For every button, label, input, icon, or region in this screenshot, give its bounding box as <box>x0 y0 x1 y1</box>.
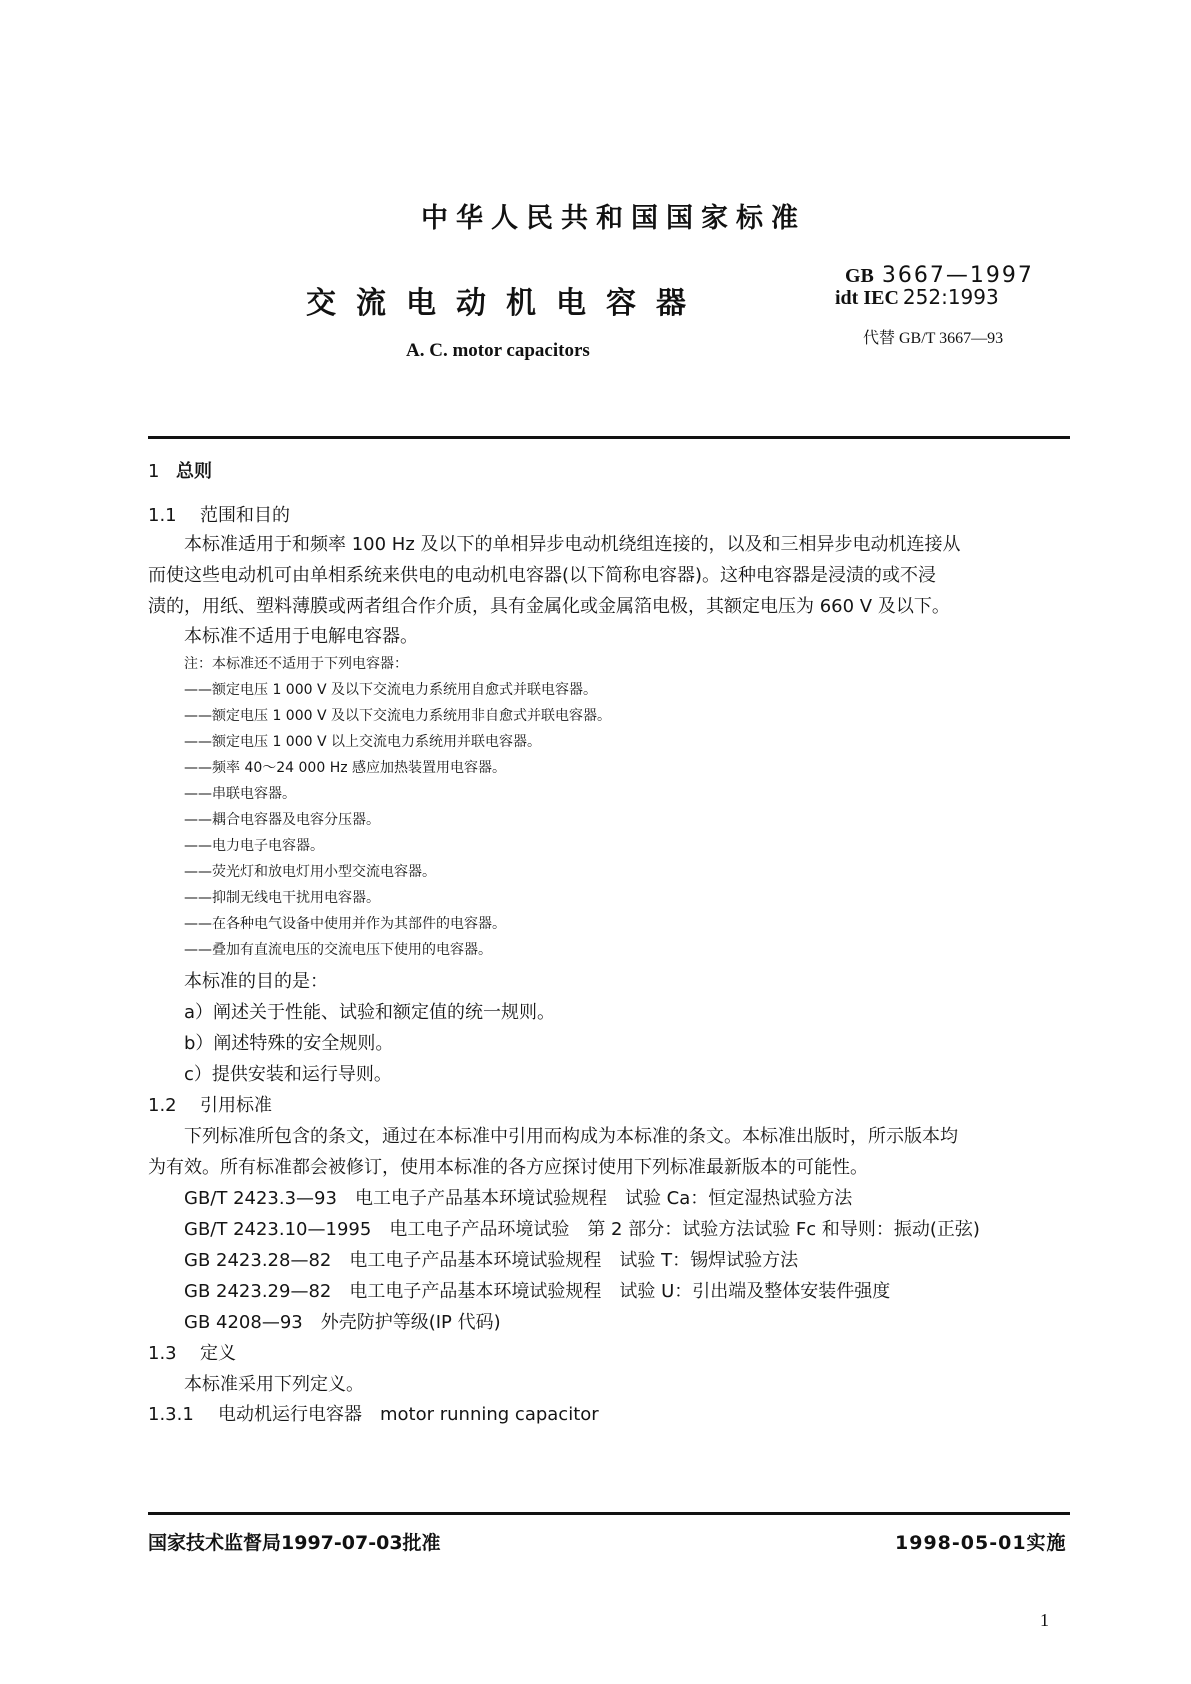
document-subtitle-english: A. C. motor capacitors <box>406 340 590 361</box>
purpose-item: c）提供安装和运行导则。 <box>184 1064 392 1085</box>
paragraph-line: 本标准采用下列定义。 <box>184 1374 364 1395</box>
purpose-item: b）阐述特殊的安全规则。 <box>184 1033 394 1054</box>
identical-standard-code <box>835 285 999 310</box>
effective-date: 1998-05-01实施 <box>895 1532 1067 1554</box>
idt-prefix: idt IEC <box>835 287 899 309</box>
note-item: ——额定电压 1 000 V 及以下交流电力系统用非自愈式并联电容器。 <box>184 708 612 724</box>
footer-divider <box>148 1512 1070 1515</box>
note-item: ——荧光灯和放电灯用小型交流电容器。 <box>184 864 436 880</box>
paragraph-line: 本标准适用于和频率 100 Hz 及以下的单相异步电动机绕组连接的，以及和三相异步电动机连接从 <box>184 534 961 555</box>
note-item: ——串联电容器。 <box>184 786 296 802</box>
note-intro: 注：本标准还不适用于下列电容器： <box>184 656 408 672</box>
reference-item: GB/T 2423.3—93 电工电子产品基本环境试验规程 试验 Ca：恒定湿热试验方法 <box>184 1188 853 1209</box>
paragraph-line: 本标准不适用于电解电容器。 <box>184 626 418 647</box>
note-item: ——叠加有直流电压的交流电压下使用的电容器。 <box>184 942 492 958</box>
idt-number: 252:1993 <box>902 285 999 309</box>
paragraph-line: 渍的，用纸、塑料薄膜或两者组合作介质，具有金属化或金属箔电极，其额定电压为 660 V 及以下。 <box>148 596 950 617</box>
note-item: ——在各种电气设备中使用并作为其部件的电容器。 <box>184 916 506 932</box>
note-item: ——电力电子电容器。 <box>184 838 324 854</box>
reference-item: GB 4208—93 外壳防护等级(IP 代码) <box>184 1312 501 1333</box>
clause-title: 电动机运行电容器 motor running capacitor <box>218 1404 599 1425</box>
section-heading <box>148 457 212 483</box>
subsection-heading <box>148 501 290 527</box>
standard-code-prefix: GB <box>845 265 874 287</box>
reference-item: GB 2423.29—82 电工电子产品基本环境试验规程 试验 U：引出端及整体安装件强度 <box>184 1281 891 1302</box>
document-title: 交流电动机电容器 <box>306 286 706 321</box>
note-item: ——耦合电容器及电容分压器。 <box>184 812 380 828</box>
page-number: 1 <box>1040 1610 1049 1630</box>
section-title: 总则 <box>176 461 212 482</box>
note-item: ——抑制无线电干扰用电容器。 <box>184 890 380 906</box>
subsection-heading <box>148 1339 236 1365</box>
section-number: 1 <box>148 461 160 482</box>
reference-item: GB/T 2423.10—1995 电工电子产品环境试验 第 2 部分：试验方法试验 Fc 和导则：振动(正弦) <box>184 1219 980 1240</box>
subsection-number: 1.1 <box>148 505 177 526</box>
standard-type-heading: 中华人民共和国国家标准 <box>421 203 806 234</box>
reference-item: GB 2423.28—82 电工电子产品基本环境试验规程 试验 T：锡焊试验方法 <box>184 1250 799 1271</box>
clause-heading <box>148 1400 599 1426</box>
purpose-item: a）阐述关于性能、试验和额定值的统一规则。 <box>184 1002 556 1023</box>
note-item: ——额定电压 1 000 V 以上交流电力系统用并联电容器。 <box>184 734 542 750</box>
subsection-heading <box>148 1091 272 1117</box>
subsection-title: 范围和目的 <box>200 505 290 526</box>
note-item: ——额定电压 1 000 V 及以下交流电力系统用自愈式并联电容器。 <box>184 682 598 698</box>
paragraph-line: 下列标准所包含的条文，通过在本标准中引用而构成为本标准的条文。本标准出版时，所示版本均 <box>184 1126 958 1147</box>
paragraph-line: 而使这些电动机可由单相系统来供电的电动机电容器(以下简称电容器)。这种电容器是浸渍的或不浸 <box>148 565 937 586</box>
subsection-number: 1.3 <box>148 1343 177 1364</box>
standard-code-number: 3667—1997 <box>881 263 1034 288</box>
clause-number: 1.3.1 <box>148 1404 194 1425</box>
note-item: ——频率 40～24 000 Hz 感应加热装置用电容器。 <box>184 760 507 776</box>
subsection-title: 引用标准 <box>200 1095 272 1116</box>
header-divider <box>148 436 1070 439</box>
approval-statement: 国家技术监督局1997-07-03批准 <box>148 1532 441 1554</box>
purpose-intro: 本标准的目的是： <box>184 971 328 992</box>
subsection-title: 定义 <box>200 1343 236 1364</box>
subsection-number: 1.2 <box>148 1095 177 1116</box>
replaces-standard: 代替 GB/T 3667—93 <box>863 330 1004 347</box>
paragraph-line: 为有效。所有标准都会被修订，使用本标准的各方应探讨使用下列标准最新版本的可能性。 <box>148 1157 868 1178</box>
